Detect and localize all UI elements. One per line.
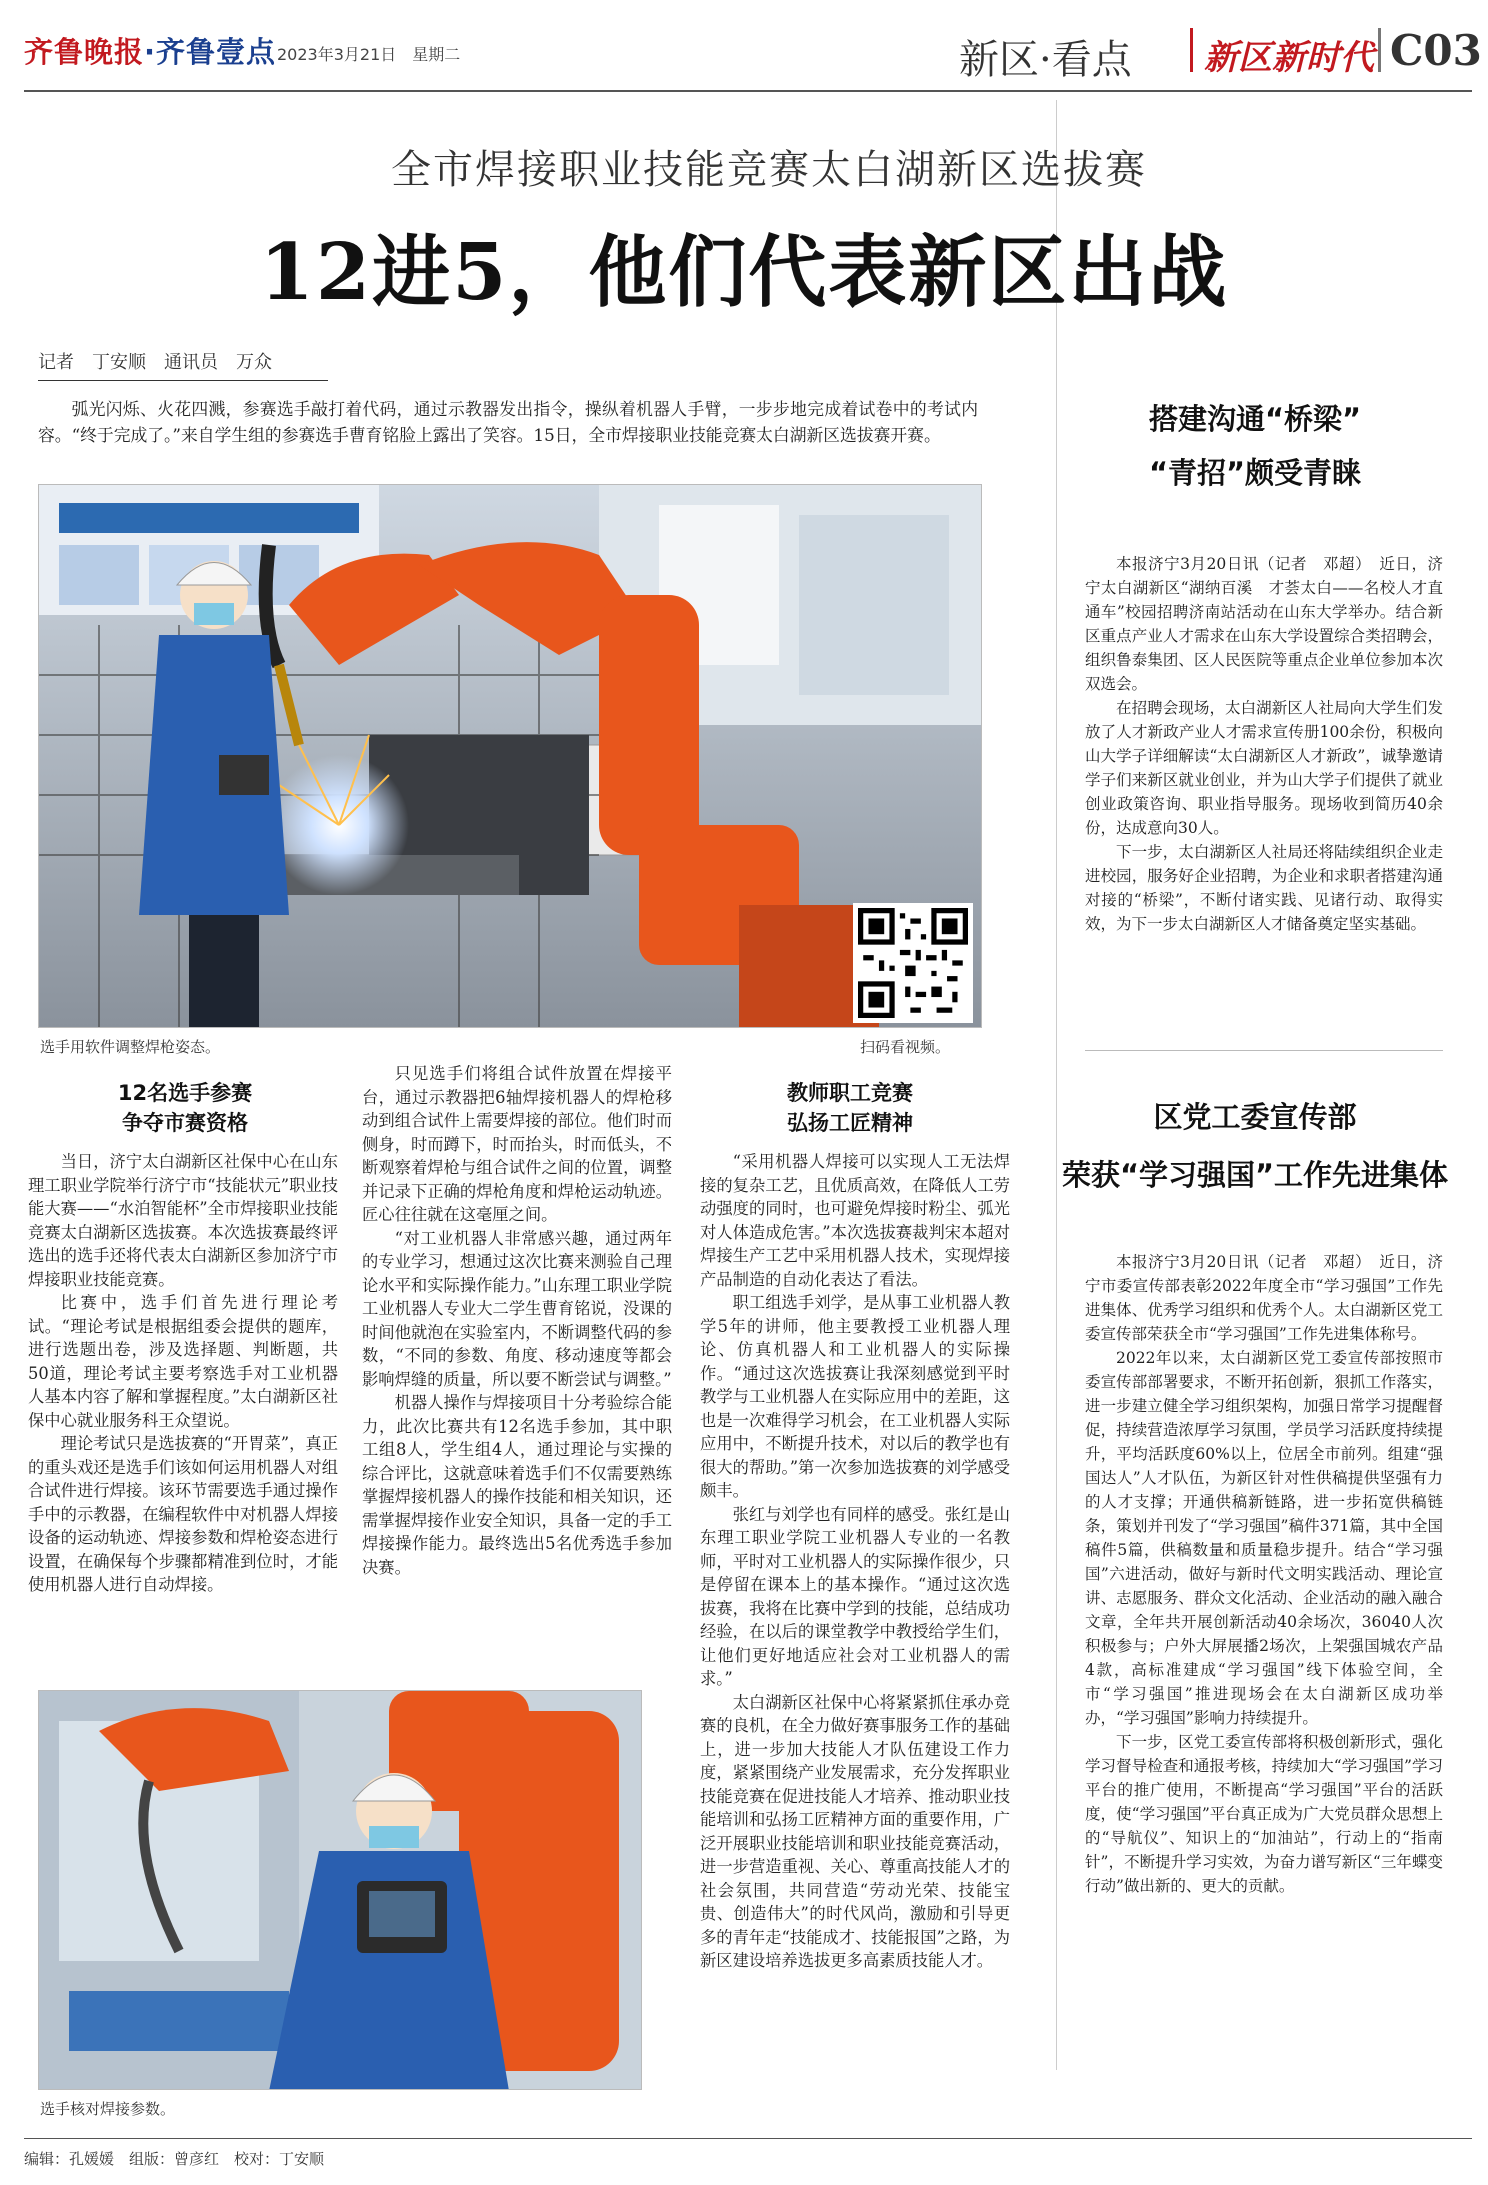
subhead-2-line1: 教师职工竞赛 [787,1081,913,1105]
sidebar1-title-line1: 搭建沟通“桥梁” [1148,402,1362,436]
sidebar2-paragraph: 本报济宁3月20日讯（记者 邓超） 近日，济宁市委宣传部表彰2022年度全市“学习强国”工作先进集体、优秀学习组织和优秀个人。太白湖新区党工委宣传部荣获全市“学习强国”工作先进集体称号。 [1085,1253,1443,1343]
col2-paragraph: 机器人操作与焊接项目十分考验综合能力，此次比赛共有12名选手参加，其中职工组8人，学生组4人，通过理论与实操的综合评比，这就意味着选手们不仅需要熟练掌握焊接机器人的操作技能和相关知识，还需掌握焊接作业安全知识，具备一定的手工焊接操作能力。最终选出5名优秀选手参加决赛。 [362,1393,672,1577]
sidebar1-paragraph: 下一步，太白湖新区人社局还将陆续组织企业走进校园，服务好企业招聘，为企业和求职者搭建沟通对接的“桥梁”，不断付诸实践、见诸行动、取得实效，为下一步太白湖新区人才储备奠定坚实基础。 [1085,843,1443,933]
col2-paragraph: 只见选手们将组合试件放置在焊接平台，通过示教器把6轴焊接机器人的焊枪移动到组合试件上需要焊接的部位。他们时而侧身，时而蹲下，时而抬头，时而低头，不断观察着焊枪与组合试件之间的位置，调整并记录下正确的焊枪角度和焊枪运动轨迹。匠心往往就在这毫厘之间。 [362,1064,672,1224]
sidebar2-body [1085,1250,1443,1898]
header-divider-2 [1378,28,1381,72]
sidebar1-paragraph: 本报济宁3月20日讯（记者 邓超） 近日，济宁太白湖新区“湖纳百溪 才荟太白——名校人才直通车”校园招聘济南站活动在山东大学举办。结合新区重点产业人才需求在山东大学设置综合类招聘会，组织鲁泰集团、区人民医院等重点企业单位参加本次双选会。 [1085,555,1443,693]
sidebar1-paragraph: 在招聘会现场，太白湖新区人社局向大学生们发放了人才新政产业人才需求宣传册100余份，积极向山大学子详细解读“太白湖新区人才新政”，诚挚邀请学子们来新区就业创业，并为山大学子们提供了就业创业政策咨询、职业指导服务。现场收到简历40余份，达成意向30人。 [1085,699,1443,837]
subhead-1-line1: 12名选手参赛 [117,1081,253,1105]
sidebar2-paragraph: 2022年以来，太白湖新区党工委宣传部按照市委宣传部部署要求，不断开拓创新，狠抓工作落实，进一步建立健全学习组织架构，加强日常学习提醒督促，持续营造浓厚学习氛围，学员学习活跃度持续提升，平均活跃度60%以上，位居全市前列。组建“强国达人”人才队伍，为新区针对性供稿提供坚强有力的人才支撑；开通供稿新链路，进一步拓宽供稿链条，策划并刊发了“学习强国”稿件371篇，其中全国稿件5篇，供稿数量和质量稳步提升。结合“学习强国”六进活动，做好与新时代文明实践活动、理论宣讲、志愿服务、群众文化活动、企业活动的融入融合文章，全年共开展创新活动40余场次，36040人次积极参与；户外大屏展播2场次，上架强国城农产品4款，高标准建成“学习强国”线下体验空间，全市“学习强国”推进现场会在太白湖新区成功举办，“学习强国”影响力持续提升。 [1085,1349,1443,1727]
subhead-2 [705,1078,995,1138]
article-byline: 记者 丁安顺 通讯员 万众 [38,352,272,373]
photo-checking-parameters-illustration [39,1691,642,2090]
col2-paragraph: “对工业机器人非常感兴趣，通过两年的专业学习，想通过这次比赛来测验自己理论水平和实际操作能力。”山东理工职业学院工业机器人专业大二学生曹育铭说，没课的时间他就泡在实验室内，不断调整代码的参数，“不同的参数、角度、移动速度等都会影响焊缝的质量，所以要不断尝试与调整。” [362,1228,672,1389]
col1-paragraph: 当日，济宁太白湖新区社保中心在山东理工职业学院举行济宁市“技能状元”职业技能大赛——“水泊智能杯”全市焊接职业技能竞赛太白湖新区选拔赛。本次选拔赛最终评选出的选手还将代表太白湖新区参加济宁市焊接职业技能竞赛。 [28,1152,338,1289]
subhead-1 [40,1078,330,1138]
byline-rule [38,380,328,381]
sidebar2-title-line2: 荣获“学习强国”工作先进集体 [1061,1158,1449,1192]
subhead-2-line2: 弘扬工匠精神 [787,1111,913,1135]
column-divider [1056,100,1057,2070]
sidebar2-title [1060,1088,1450,1204]
photo-checking-parameters [38,1690,642,2090]
subhead-1-line2: 争夺市赛资格 [122,1111,248,1135]
header-rule [24,90,1472,92]
sidebar2-title-line1: 区党工委宣传部 [1153,1100,1357,1134]
article-lead: 弧光闪烁、火花四溅，参赛选手敲打着代码，通过示教器发出指令，操纵着机器人手臂，一步步地完成着试卷中的考试内容。“终于完成了。”来自学生组的参赛选手曹育铭脸上露出了笑容。15日，全市焊接职业技能竞赛太白湖新区选拔赛开赛。 [38,399,978,445]
col3-paragraph: 张红与刘学也有同样的感受。张红是山东理工职业学院工业机器人专业的一名教师，平时对工业机器人的实际操作很少，只是停留在课本上的基本操作。“通过这次选拔赛，我将在比赛中学到的技能，总结成功经验，在以后的课堂教学中教授给学生们，让他们更好地适应社会对工业机器人的需求。” [700,1504,1010,1688]
masthead-blue: ·齐鲁壹点 [144,35,277,69]
col3-paragraph: 职工组选手刘学，是从事工业机器人教学5年的讲师，他主要教授工业机器人理论、仿真机器人和工业机器人的实际操作。“通过这次选拔赛让我深刻感觉到平时教学与工业机器人在实际应用中的差距，这也是一次难得学习机会，在工业机器人实际应用中，不断提升技术，对以后的教学也有很大的帮助。”第一次参加选拔赛的刘学感受颇丰。 [700,1293,1010,1500]
sidebar-rule [1085,1050,1443,1051]
article-column-3 [700,1150,1010,1973]
section-brand: 新区新时代 [1204,38,1374,78]
header-divider [1190,28,1193,72]
photo-robot-welding [38,484,982,1028]
masthead-red: 齐鲁晚报 [24,35,145,69]
article-column-1 [28,1150,338,1597]
col1-paragraph: 比赛中，选手们首先进行理论考试。“理论考试是根据组委会提供的题库，进行选题出卷，涉及选择题、判断题，共50道，理论考试主要考察选手对工业机器人基本内容了解和掌握程度。”太白湖新区社保中心就业服务科王众望说。 [28,1293,338,1430]
masthead-logo [24,30,276,71]
page-footer-credits: 编辑：孔媛媛 组版：曾彦红 校对：丁安顺 [24,2150,325,2168]
article-kicker: 全市焊接职业技能竞赛太白湖新区选拔赛 [391,147,1147,193]
footer-rule [24,2138,1472,2139]
page-number: C03 [1390,26,1482,75]
page-header [24,22,1482,83]
photo2-caption: 选手核对焊接参数。 [40,2100,176,2118]
qr-code-pattern [858,908,968,1018]
photo1-caption: 选手用软件调整焊枪姿态。 [40,1038,221,1056]
sidebar2-paragraph: 下一步，区党工委宣传部将积极创新形式，强化学习督导检查和通报考核，持续加大“学习强国”学习平台的推广使用，不断提高“学习强国”平台的活跃度，使“学习强国”平台真正成为广大党员群众思想上的“导航仪”、知识上的“加油站”，行动上的“指南针”，不断提升学习实效，为奋力谱写新区“三年蝶变行动”做出新的、更大的贡献。 [1085,1733,1443,1895]
issue-date: 2023年3月21日 星期二 [277,45,461,64]
sidebar1-body [1085,552,1443,936]
col1-paragraph: 理论考试只是选拔赛的“开胃菜”，真正的重头戏还是选手们该如何运用机器人对组合试件进行焊接。该环节需要选手通过操作手中的示教器，在编程软件中对机器人焊接设备的运动轨迹、焊接参数和焊枪姿态进行设置，在确保每个步骤都精准到位时，才能使用机器人进行自动焊接。 [28,1434,338,1594]
qr-code-icon[interactable] [853,903,973,1023]
sidebar1-title [1060,392,1450,500]
section-title: 新区·看点 [959,37,1132,83]
col3-paragraph: “采用机器人焊接可以实现人工无法焊接的复杂工艺，且优质高效，在降低人工劳动强度的同时，也可避免焊接时粉尘、弧光对人体造成危害。”本次选拔赛裁判宋本超对焊接生产工艺中采用机器人技术，实现焊接产品制造的自动化表达了看法。 [700,1152,1010,1289]
photo-robot-welding-illustration [39,485,982,1028]
article-column-2 [362,1062,672,1579]
sidebar1-title-line2: “青招”颇受青睐 [1148,456,1362,490]
article-headline: 12进5，他们代表新区出战 [259,227,1229,318]
qr-caption: 扫码看视频。 [860,1038,951,1056]
col3-paragraph: 太白湖新区社保中心将紧紧抓住承办竞赛的良机，在全力做好赛事服务工作的基础上，进一步加大技能人才队伍建设工作力度，紧紧围绕产业发展需求，充分发挥职业技能竞赛在促进技能人才培养、推动职业技能培训和弘扬工匠精神方面的重要作用，广泛开展职业技能培训和职业技能竞赛活动，进一步营造重视、关心、尊重高技能人才的社会氛围，共同营造“劳动光荣、技能宝贵、创造伟大”的时代风尚，激励和引导更多的青年走“技能成才、技能报国”之路，为新区建设培养选拔更多高素质技能人才。 [700,1692,1010,1970]
